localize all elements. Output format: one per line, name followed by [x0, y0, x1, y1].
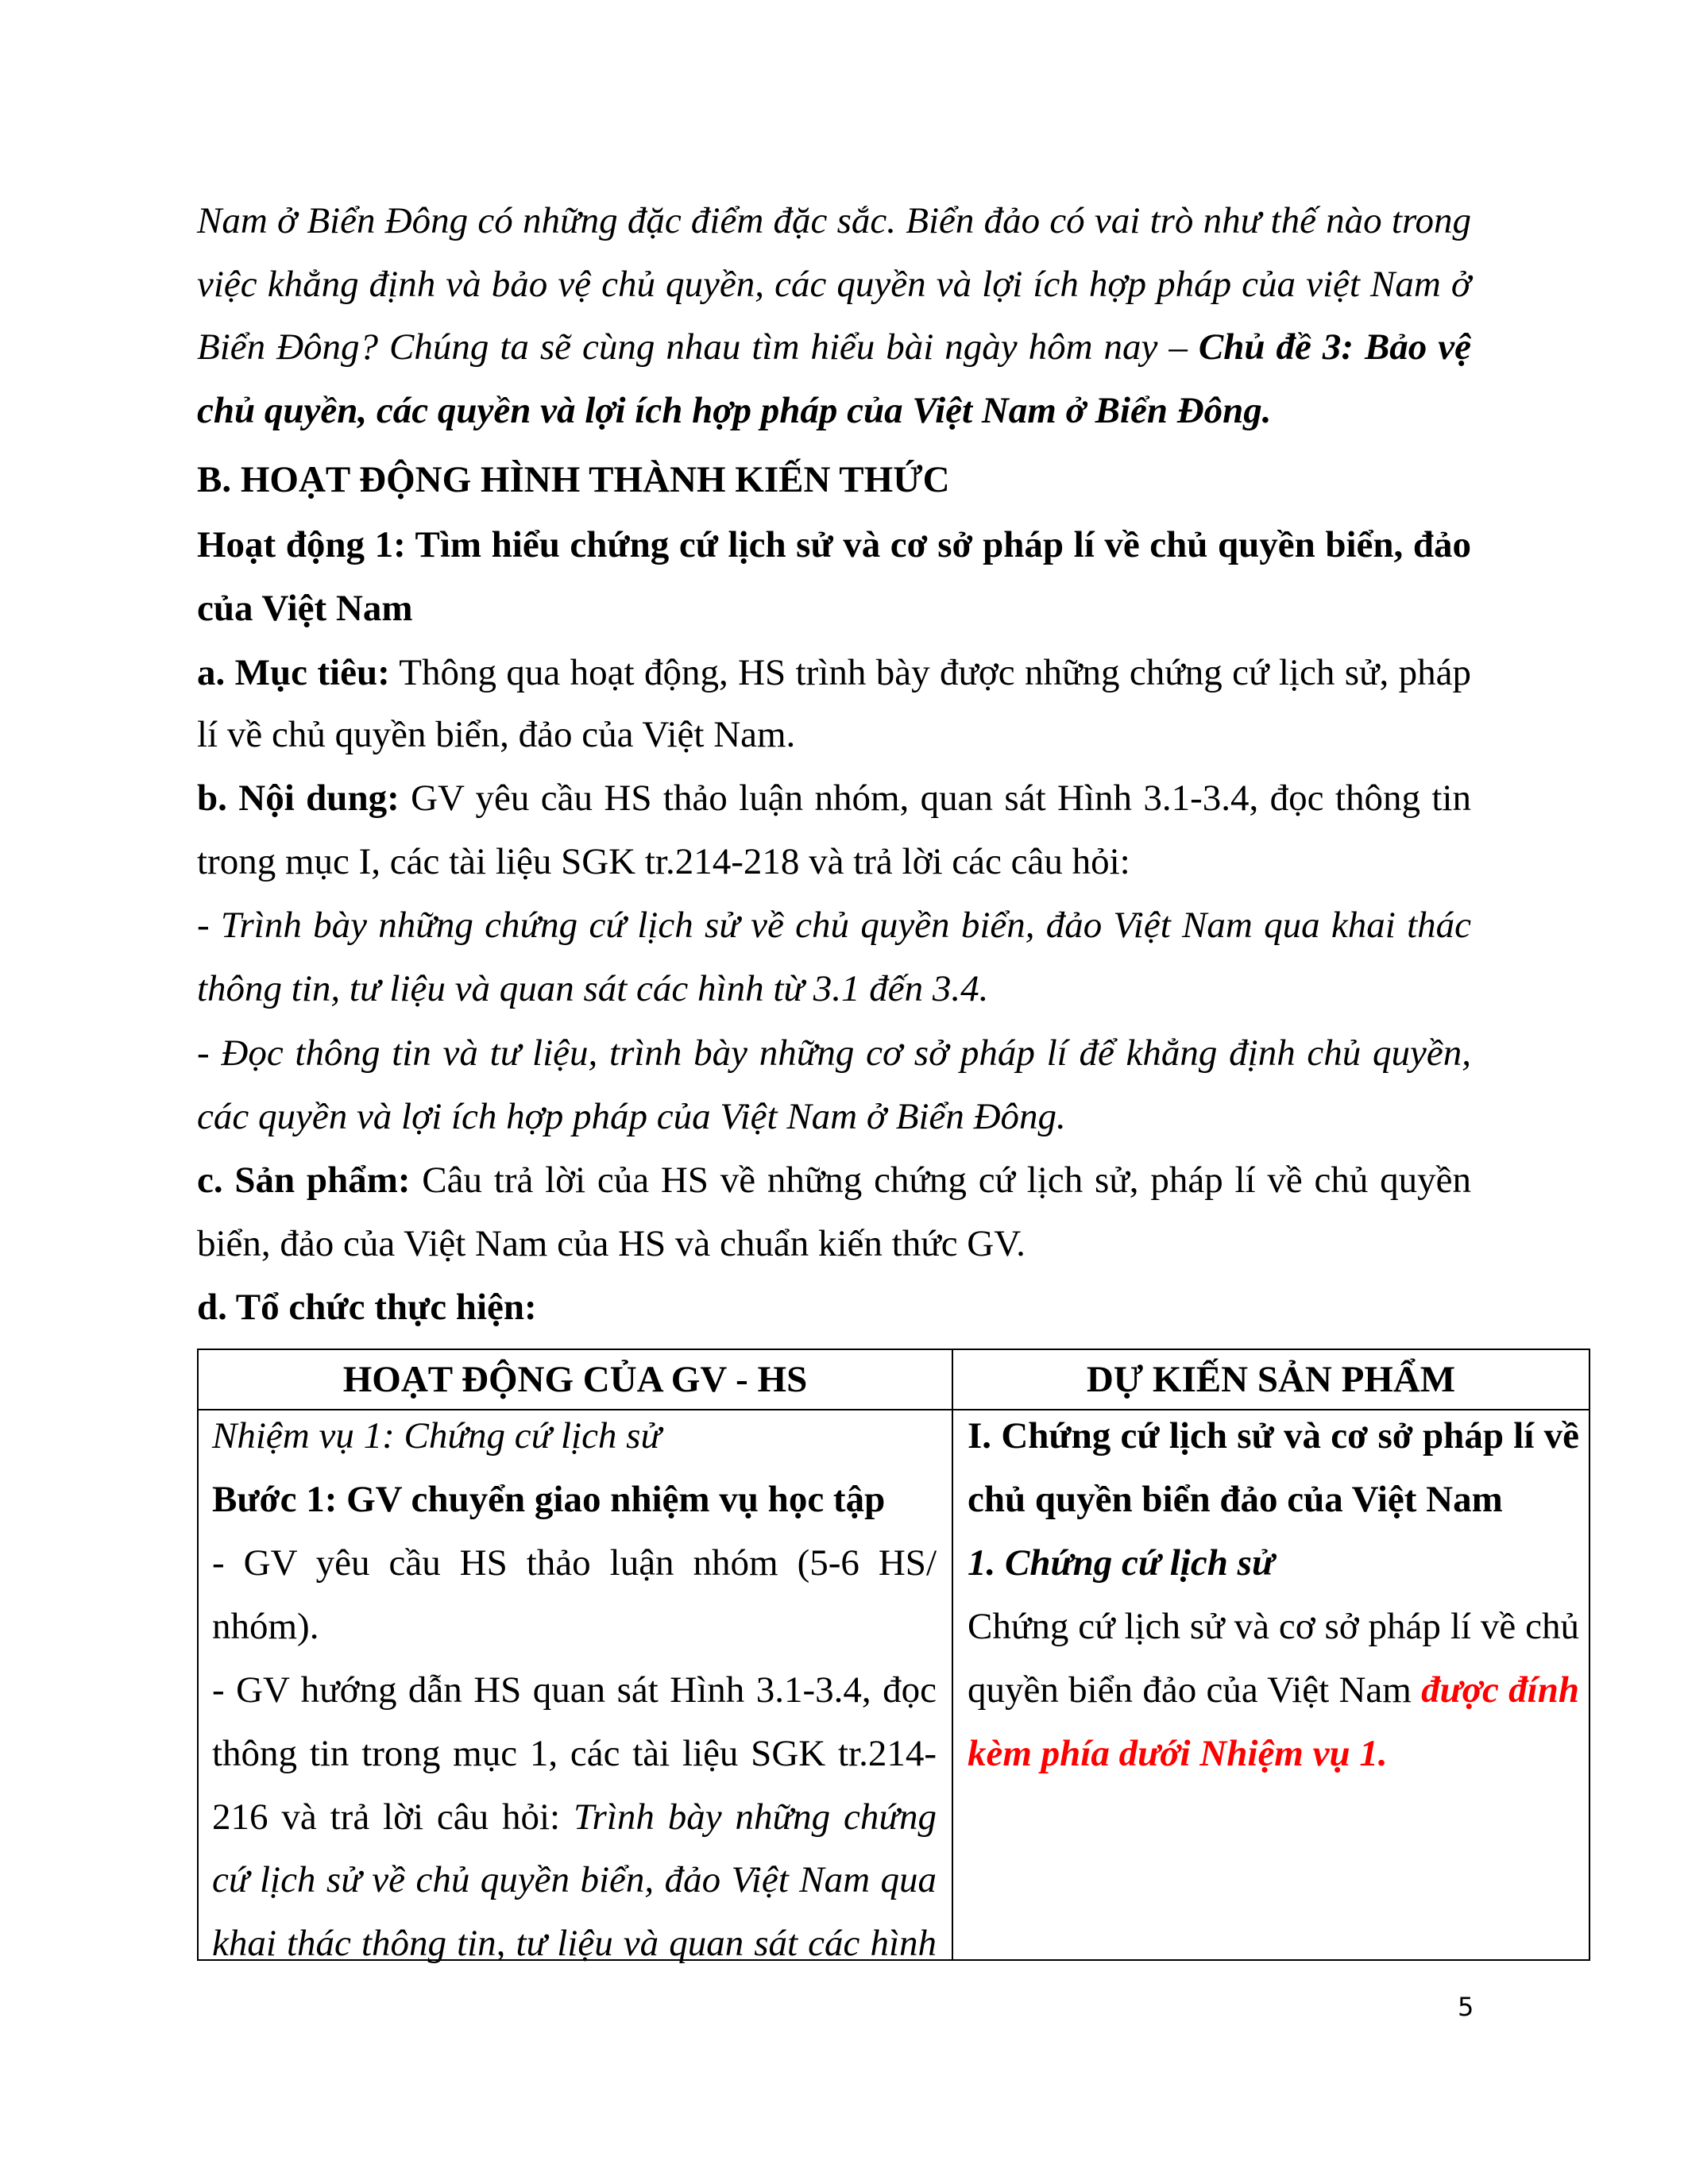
text-line [212, 1722, 937, 1785]
text-run: - GV hướng dẫn HS quan sát Hình 3.1-3.4, đọc [212, 1669, 937, 1711]
text-run: 1. Chứng cứ lịch sử [968, 1542, 1275, 1584]
text-run: Thông qua hoạt động, HS trình bày được những chứng cứ lịch sử, pháp [389, 652, 1471, 693]
text-run: Chủ đề 3: Bảo vệ [1198, 326, 1471, 368]
text-run: b. Nội dung: [197, 778, 400, 819]
text-run: của Việt Nam [197, 588, 413, 629]
text-run: I. Chứng cứ lịch sử và cơ sở pháp lí về [968, 1415, 1579, 1457]
text-line [197, 1212, 1471, 1275]
text-run: Nam ở Biển Đông có những đặc điểm đặc sắc. Biển đảo có vai trò như thế nào trong [197, 200, 1471, 241]
text-run: Biển Đông? Chúng ta sẽ cùng nhau tìm hiểu bài ngày hôm nay – [197, 326, 1199, 368]
text-run: trong mục I, các tài liệu SGK tr.214-218 và trả lời các câu hỏi: [197, 841, 1130, 882]
activity-table [197, 1349, 1590, 1964]
text-line [197, 893, 1471, 957]
text-line [197, 513, 1471, 577]
text-run: d. Tổ chức thực hiện: [197, 1287, 537, 1328]
text-line [212, 1468, 937, 1531]
text-run: lí về chủ quyền biển, đảo của Việt Nam. [197, 714, 796, 755]
text-line [197, 1021, 1471, 1085]
text-line [968, 1404, 1579, 1468]
text-run: các quyền và lợi ích hợp pháp của Việt Nam ở Biển Đông. [197, 1096, 1066, 1137]
text-line [197, 379, 1471, 442]
text-line [212, 1404, 937, 1468]
text-run: được đính [1421, 1669, 1579, 1711]
text-line [968, 1595, 1579, 1658]
text-run: việc khẳng định và bảo vệ chủ quyền, các quyền và lợi ích hợp pháp của việt Nam ở [197, 264, 1471, 305]
text-run: kèm phía dưới Nhiệm vụ 1. [968, 1733, 1388, 1774]
text-line [197, 315, 1471, 379]
text-line [212, 1531, 937, 1595]
text-line [197, 766, 1471, 830]
text-run: - Đọc thông tin và tư liệu, trình bày những cơ sở pháp lí để khẳng định chủ quyền, [197, 1032, 1471, 1074]
text-run: GV yêu cầu HS thảo luận nhóm, quan sát Hình 3.1-3.4, đọc thông tin [399, 778, 1471, 819]
text-run: c. Sản phẩm: [197, 1160, 411, 1201]
text-run: Trình bày những chứng [573, 1796, 937, 1838]
text-line [197, 703, 1471, 766]
text-line [197, 641, 1471, 704]
text-run: B. HOẠT ĐỘNG HÌNH THÀNH KIẾN THỨC [197, 459, 950, 500]
text-line [197, 253, 1471, 316]
text-line [197, 577, 1471, 640]
text-run: khai thác thông tin, tư liệu và quan sát các hình [212, 1923, 937, 1964]
text-line [197, 957, 1471, 1021]
text-run: thông tin, tư liệu và quan sát các hình từ 3.1 đến 3.4. [197, 968, 989, 1009]
text-line [197, 1275, 1471, 1339]
text-line [212, 1912, 937, 1975]
text-run: Hoạt động 1: Tìm hiểu chứng cứ lịch sử và cơ sở pháp lí về chủ quyền biển, đảo [197, 524, 1471, 565]
text-line [197, 448, 1471, 511]
text-run: nhóm). [212, 1606, 319, 1647]
table-header-expected-product: DỰ KIẾN SẢN PHẨM [1086, 1359, 1456, 1400]
text-line [197, 1148, 1471, 1212]
text-run: Chứng cứ lịch sử và cơ sở pháp lí về chủ [968, 1606, 1579, 1647]
text-line [197, 189, 1471, 253]
text-line [197, 1085, 1471, 1148]
text-run: Câu trả lời của HS về những chứng cứ lịch sử, pháp lí về chủ quyền [410, 1160, 1471, 1201]
text-line [968, 1531, 1579, 1595]
text-line [212, 1848, 937, 1912]
text-line [212, 1595, 937, 1658]
text-run: Nhiệm vụ 1: Chứng cứ lịch sử [212, 1415, 662, 1457]
text-run: quyền biển đảo của Việt Nam [968, 1669, 1422, 1711]
text-line [212, 1658, 937, 1722]
text-run: - GV yêu cầu HS thảo luận nhóm (5-6 HS/ [212, 1542, 937, 1584]
text-run: Bước 1: GV chuyển giao nhiệm vụ học tập [212, 1479, 886, 1520]
text-run: biển, đảo của Việt Nam của HS và chuẩn kiến thức GV. [197, 1223, 1026, 1264]
text-run: chủ quyền biển đảo của Việt Nam [968, 1479, 1503, 1520]
page-number: 5 [1458, 1992, 1474, 2022]
text-line [968, 1658, 1579, 1722]
text-run: - Trình bày những chứng cứ lịch sử về chủ quyền biển, đảo Việt Nam qua khai thác [197, 905, 1471, 946]
table-header-teacher-student-activity: HOẠT ĐỘNG CỦA GV - HS [342, 1359, 808, 1400]
column-divider [952, 1350, 953, 1959]
text-line [197, 830, 1471, 893]
text-line [212, 1785, 937, 1849]
text-line [968, 1722, 1579, 1785]
text-run: 216 và trả lời câu hỏi: [212, 1796, 574, 1838]
text-run: cứ lịch sử về chủ quyền biển, đảo Việt Nam qua [212, 1859, 937, 1900]
text-line [968, 1468, 1579, 1531]
text-run: thông tin trong mục 1, các tài liệu SGK tr.214- [212, 1733, 937, 1774]
text-run: chủ quyền, các quyền và lợi ích hợp pháp của Việt Nam ở Biển Đông. [197, 390, 1272, 431]
text-run: a. Mục tiêu: [197, 652, 390, 693]
